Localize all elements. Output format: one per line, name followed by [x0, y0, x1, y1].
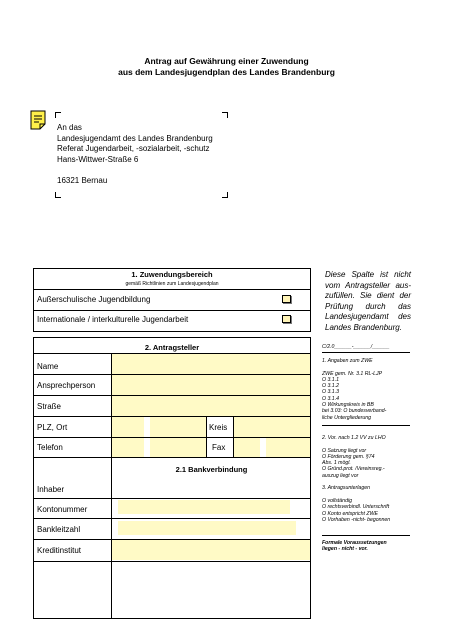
- street-input[interactable]: [112, 396, 310, 416]
- section1-divider: [33, 289, 311, 290]
- review-line: O vollständig: [322, 497, 352, 504]
- review-block-prerequisites: [322, 435, 390, 523]
- section1-subtitle: gemäß Richtlinien zum Landesjugendplan: [125, 281, 219, 287]
- review-line: O 3.1.3: [322, 389, 340, 396]
- row-divider: [33, 353, 311, 354]
- fax-input[interactable]: [234, 438, 260, 457]
- review-line: O Gründ.prot. /Vereinsreg.-: [322, 466, 385, 473]
- phone-number-input[interactable]: [150, 438, 206, 457]
- section1-title: 1. Zuwendungsbereich: [131, 270, 213, 279]
- institute-input[interactable]: [112, 540, 310, 560]
- review-divider: [322, 352, 410, 353]
- plz-input[interactable]: [112, 417, 144, 437]
- kreis-label: Kreis: [209, 423, 228, 432]
- address-line: Referat Jugendarbeit, -sozialarbeit, -schutz: [57, 144, 210, 153]
- review-line: 1. Angaben zum ZWE: [322, 358, 373, 364]
- plz-label: PLZ, Ort: [37, 423, 68, 432]
- kreis-input[interactable]: [234, 417, 310, 437]
- review-line: Abs. 1 mögl.: [322, 460, 351, 467]
- row-divider: [33, 374, 311, 375]
- phone-label: Telefon: [37, 443, 63, 452]
- review-line: O 3.1.1: [322, 376, 340, 383]
- contact-input[interactable]: [112, 375, 310, 395]
- option-label: Internationale / interkulturelle Jugendarbeit: [37, 315, 189, 324]
- name-label: Name: [37, 362, 59, 371]
- address-corner-tl: [55, 112, 61, 118]
- row-divider: [33, 457, 311, 458]
- address-corner-bl: [55, 192, 61, 198]
- review-line: 2. Vor. nach 1.2 VV zu LHO: [322, 435, 386, 441]
- page-subtitle: aus dem Landesjugendplan des Landes Brandenburg: [118, 67, 335, 77]
- row-divider: [33, 539, 311, 540]
- note-icon: [30, 110, 46, 130]
- section21-title: 2.1 Bankverbindung: [175, 465, 248, 474]
- review-line: liche Untergliederung: [322, 414, 372, 421]
- account-label: Kontonummer: [37, 505, 88, 514]
- review-divider: [322, 425, 410, 426]
- address-line: Landesjugendamt des Landes Brandenburg: [57, 133, 213, 143]
- blz-label: Bankleitzahl: [37, 525, 81, 534]
- review-line: O 3.1.2: [322, 383, 340, 390]
- row-divider: [33, 518, 311, 519]
- city-input[interactable]: [150, 417, 206, 437]
- blz-input[interactable]: [118, 521, 296, 535]
- review-line: O Förderung gem. §74: [322, 453, 375, 460]
- address-line: [57, 165, 213, 176]
- row-divider: [33, 498, 311, 499]
- address-corner-br: [222, 192, 228, 198]
- address-line: Hans-Wittwer-Straße 6: [57, 154, 139, 164]
- institute-label: Kreditinstitut: [37, 546, 82, 555]
- fax-label: Fax: [212, 443, 226, 452]
- row-divider: [33, 416, 311, 417]
- option-label: Außerschulische Jugendbildung: [37, 295, 151, 304]
- row-divider: [33, 437, 311, 438]
- review-footer-line: liegen - nicht - vor.: [322, 546, 368, 553]
- review-column-note: Diese Spalte ist nicht vom Antragsteller aus-zufüllen. Sie dient der Prüfung durch das Landesjugendamt des Landes Brandenburg.: [325, 270, 411, 332]
- option-checkbox[interactable]: [282, 295, 291, 303]
- contact-label: Ansprechperson: [37, 381, 96, 390]
- review-block-zwe: [322, 358, 386, 421]
- address-line: An das: [57, 123, 82, 132]
- address-corner-tr: [222, 112, 228, 118]
- review-line: ZWE gem. Nr. 3.1 RL-LJP: [322, 370, 383, 377]
- section2-title: 2. Antragsteller: [144, 343, 200, 352]
- name-input[interactable]: [112, 354, 310, 374]
- address-line: 16321 Bernau: [57, 175, 108, 185]
- review-footer-line: Formale Voraussetzungen: [322, 540, 387, 546]
- row-divider: [33, 395, 311, 396]
- review-line: O Wirkungskreis in BB: [322, 402, 374, 409]
- kreis-divider: [206, 416, 207, 457]
- address-block: [57, 123, 213, 186]
- review-line: O 3.1.4: [322, 395, 340, 402]
- review-line: O Satzung liegt vor: [322, 447, 367, 454]
- review-footer: [322, 540, 387, 553]
- review-line: O rechtsverbindl. Unterschrift: [322, 504, 390, 511]
- review-line: O Vorhaben -nicht- begonnen: [322, 516, 391, 523]
- holder-label: Inhaber: [37, 485, 65, 494]
- review-divider: [322, 535, 410, 536]
- fax-number-input[interactable]: [266, 438, 310, 457]
- page-title: Antrag auf Gewährung einer Zuwendung: [144, 56, 309, 66]
- kreis-value-divider: [233, 416, 234, 457]
- account-input[interactable]: [118, 500, 290, 514]
- review-line: bei 3.03: O bundesverband-: [322, 408, 387, 415]
- phone-input[interactable]: [112, 438, 144, 457]
- section1-divider: [33, 310, 311, 311]
- review-reference: C/2.0______-______/______: [322, 344, 390, 350]
- review-line: 3. Antragsunterlagen: [322, 485, 370, 492]
- option-checkbox[interactable]: [282, 315, 291, 323]
- street-label: Straße: [37, 402, 62, 411]
- row-divider: [33, 561, 311, 562]
- review-line: auszug liegt vor: [322, 472, 359, 479]
- review-line: O Konto entspricht ZWE: [322, 510, 378, 517]
